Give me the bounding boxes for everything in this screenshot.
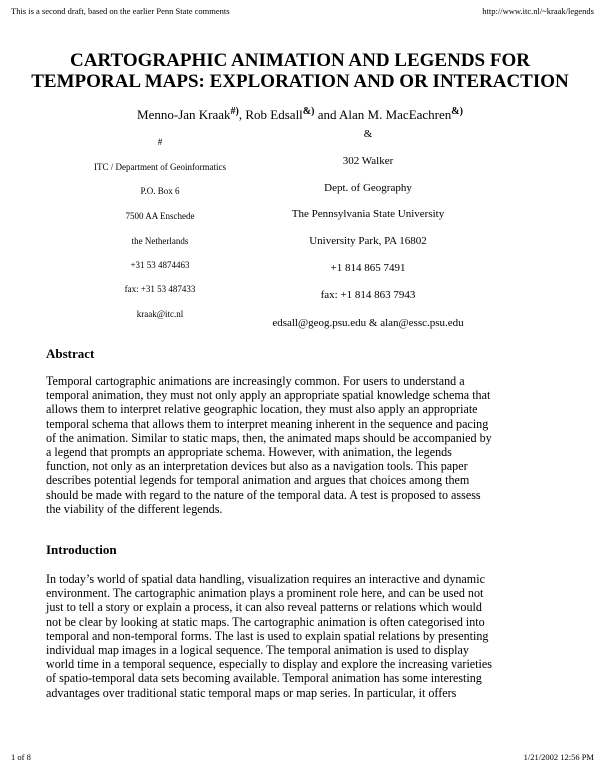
- print-timestamp: 1/21/2002 12:56 PM: [523, 752, 594, 762]
- affil-itc-fax: fax: +31 53 487433: [124, 284, 196, 294]
- introduction-line: advantages over traditional static temporal maps or map series. In particular, it offers: [46, 685, 457, 700]
- affil-itc-pobox: P.O. Box 6: [140, 186, 180, 196]
- introduction-line: just to tell a story or explain a process, it can also reveal patterns or relations which would: [46, 600, 482, 615]
- introduction-line: environment. The cartographic animation plays a prominent role here, and can be used not: [46, 586, 484, 601]
- title-line-2: TEMPORAL MAPS: EXPLORATION AND OR INTERACTION: [31, 71, 569, 92]
- author-maceachren: and Alan M. MacEachren: [314, 107, 452, 122]
- affil-itc-phone: +31 53 4874463: [130, 260, 190, 270]
- abstract-line: should be made with regard to the nature of the temporal data. A test is proposed to assess: [46, 487, 481, 502]
- affil-psu-university: The Pennsylvania State University: [291, 208, 445, 220]
- affil-psu-city: University Park, PA 16802: [309, 235, 427, 247]
- author-kraak-mark: #): [230, 106, 239, 117]
- running-header-left: This is a second draft, based on the earlier Penn State comments: [11, 6, 230, 16]
- introduction-line: individual map images in a logical sequence. The temporal animation is used to display: [46, 643, 469, 658]
- author-edsall-mark: &): [302, 106, 315, 117]
- author-maceachren-mark: &): [451, 106, 463, 117]
- affil-itc-email: kraak@itc.nl: [136, 309, 184, 319]
- author-line: [0, 106, 600, 123]
- abstract-heading: Abstract: [46, 346, 95, 361]
- abstract-line: allows them to interpret relative geographic location, they must also apply an appropriate: [46, 402, 478, 417]
- affil-itc-mark: #: [157, 137, 163, 147]
- affil-psu-email: edsall@geog.psu.edu & alan@essc.psu.edu: [272, 317, 464, 329]
- introduction-heading: Introduction: [46, 542, 117, 557]
- affil-psu-building: 302 Walker: [342, 155, 394, 167]
- abstract-body: [46, 374, 562, 516]
- abstract-line: a legend that prompts an appropriate schema. However, with animation, the legends: [46, 445, 452, 460]
- abstract-line: temporal animation, they must not only apply an appropriate spatial knowledge schema that: [46, 388, 491, 403]
- abstract-line: the viability of the different legends.: [46, 501, 223, 516]
- affil-psu-fax: fax: +1 814 863 7943: [320, 289, 416, 301]
- affil-itc-city: 7500 AA Enschede: [125, 211, 195, 221]
- paper-title: [0, 50, 600, 92]
- author-kraak: Menno-Jan Kraak: [137, 107, 231, 122]
- page-counter: 1 of 8: [11, 752, 31, 762]
- affil-psu-phone: +1 814 865 7491: [330, 262, 406, 274]
- introduction-line: In today’s world of spatial data handling, visualization requires an interactive and dynamic: [46, 572, 485, 586]
- affil-itc-dept: ITC / Department of Geoinformatics: [94, 162, 226, 172]
- abstract-line: Temporal cartographic animations are increasingly common. For users to understand a: [46, 374, 465, 388]
- introduction-body: [46, 572, 562, 700]
- introduction-line: world time in a temporal sequence, especially to display and explore the increasing varieties: [46, 657, 492, 672]
- running-header-url[interactable]: http://www.itc.nl/~kraak/legends: [482, 6, 594, 16]
- introduction-line: temporal and non-temporal forms. The last is used to explain spatial relations by presenting: [46, 628, 489, 643]
- affil-psu-dept: Dept. of Geography: [324, 182, 412, 194]
- introduction-line: of spatio-temporal data sets becoming available. Temporal animation has some interesting: [46, 671, 482, 686]
- title-line-1: CARTOGRAPHIC ANIMATION AND LEGENDS FOR: [70, 50, 530, 71]
- author-edsall: , Rob Edsall: [238, 107, 303, 122]
- abstract-line: of the animation. Similar to static maps, then, the animated maps should be accompanied by: [46, 430, 492, 445]
- introduction-line: not be clear by looking at static maps. The cartographic animation is often categorised into: [46, 614, 485, 629]
- affil-psu-mark: &: [363, 128, 373, 140]
- abstract-line: describes potential legends for temporal animation and argues that choices among them: [46, 473, 470, 488]
- abstract-line: temporal schema that allows them to interpret meaning inherent in the sequence and pacing: [46, 416, 489, 431]
- abstract-line: function, not only as an interpretation devices but also as a navigation tools. This paper: [46, 459, 468, 474]
- affil-itc-country: the Netherlands: [131, 236, 189, 246]
